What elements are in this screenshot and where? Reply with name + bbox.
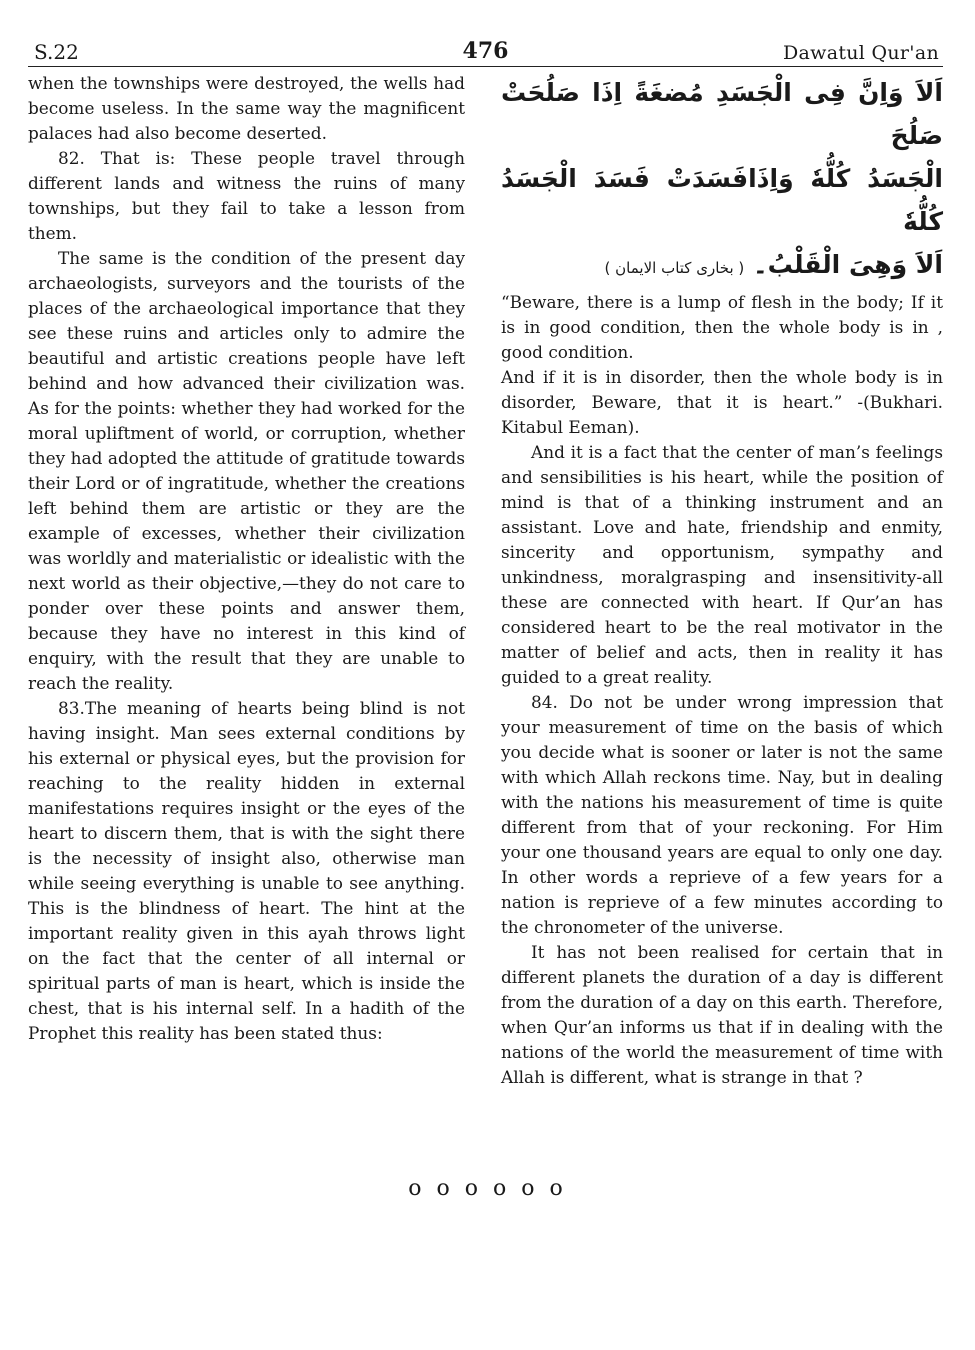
hadith-translation: And if it is in disorder, then the whole body is in disorder, Beware, that it is heart.” -(Bukhari. Kitabul Eeman). [501,367,943,437]
note-82-paragraph: 82. That is: These people travel through different lands and witness the ruins of many townships, but they fail to take a lesson from them. [28,148,465,243]
sura-number: S.22 [34,40,79,64]
paragraph: And it is a fact that the center of man’s feelings and sensibilities is his heart, while the position of mind is that of a thinking instrument and an assistant. Love and hate, friendship and enmity, sincerity and opportunism, sympathy and unkindness, moralgrasping and insensitivity-all these are connected with heart. If Qur’an has considered heart to be the real motivator in the matter of belief and acts, then in reality it has guided to a great reality. [501,442,943,687]
arabic-line: اَلاَ وَاِنَّ فِی الْجَسَدِ مُضغَةً اِذَا صَلُحَتْ صَلُحَ [501,78,943,150]
page-header [28,38,943,67]
arabic-line-with-reference [501,243,943,290]
note-83-paragraph: 83.The meaning of hearts being blind is not having insight. Man sees external conditions by his external or physical eyes, but the provision for reaching to the reality hidden in external manifestations requires insight or the eyes of the heart to discern them, that is with the sight there is the necessity of insight also, otherwise man while seeing everything is unable to see anything. This is the blindness of heart. The hint at the important reality given in this ayah throws light on the fact that the center of all internal or spiritual parts of man is heart, which is inside the chest, that is his internal self. In a hadith of the Prophet this reality has been stated thus: [28,698,465,1043]
paragraph: The same is the condition of the present day archaeologists, surveyors and the tourists of the places of the archaeological importance that they see these ruins and articles only to admire the beautiful and artistic creations people have left behind and how advanced their civilization was. As for the points: whether they had worked for the moral upliftment of world, or corruption, whether they had adopted the attitude of gratitude towards their Lord or of ingratitude, whether the creations left behind them are artistic or they are the example of excesses, whether their civilization was worldly and materialistic or idealistic with the next world as their objective,—they do not care to ponder over these points and answer them, because they have no interest in this kind of enquiry, with the result that they are unable to reach the reality. [28,248,465,693]
arabic-hadith [501,71,943,290]
hadith-translation: “Beware, there is a lump of flesh in the body; If it is in good condition, then the whole body is in , good condition. [501,292,943,362]
arabic-line: اَلاَ وَهِیَ الْقَلْبُ۔ [752,250,943,279]
note-84-paragraph: 84. Do not be under wrong impression that your measurement of time on the basis of which you decide what is sooner or later is not the same with which Allah reckons time. Nay, but in dealing with the nations his measurement of time is quite different from that of your reckoning. For Him your one thousand years are equal to only one day. In other words a reprieve of a few years for a nation is reprieve of a few minutes according to the chronometer of the universe. [501,692,943,937]
arabic-reference: ( بخاری کتاب الایمان ) [604,259,745,277]
arabic-line: الْجَسَدُ کُلُّهٗ وَاِذَافَسَدَتْ فَسَدَ الْجَسَدُ کُلُّهٗ [501,164,943,236]
paragraph: It has not been realised for certain that in different planets the duration of a day is different from the duration of a day on this earth. Therefore, when Qur’an informs us that if in dealing with the nations of the world the measurement of time with Allah is different, what is strange in that ? [501,942,943,1087]
paragraph: when the townships were destroyed, the wells had become useless. In the same way the magnificent palaces had also become deserted. [28,73,465,143]
page-number: 476 [462,38,509,64]
book-title: Dawatul Qur'an [782,42,939,64]
left-column [28,71,465,1046]
section-end-ornament: o o o o o o [408,1176,567,1201]
right-column [501,71,943,1090]
